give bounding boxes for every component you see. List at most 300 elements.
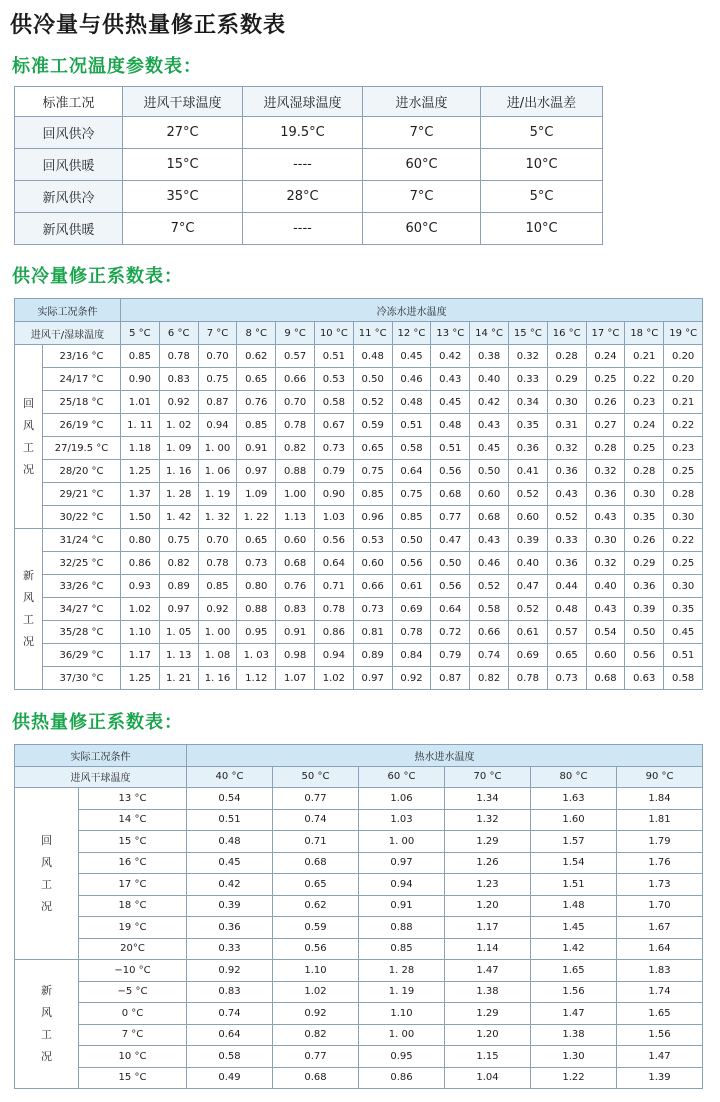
std-cell: 27°C <box>123 117 243 149</box>
factor-cell: 0.43 <box>431 368 470 391</box>
factor-cell: 0.60 <box>586 644 625 667</box>
water-temp-band-label: 冷冻水进水温度 <box>121 299 703 322</box>
factor-cell: 0.85 <box>237 414 276 437</box>
factor-cell: 0.25 <box>664 552 703 575</box>
factor-cell: 0.78 <box>508 667 547 690</box>
factor-cell: 0.68 <box>273 852 359 874</box>
factor-cell: 0.49 <box>187 1067 273 1089</box>
factor-cell: 0.42 <box>431 345 470 368</box>
std-cell: 60°C <box>363 149 481 181</box>
factor-cell: 0.59 <box>353 414 392 437</box>
factor-cell: 1.37 <box>121 483 160 506</box>
cooling-correction-table <box>14 298 703 690</box>
factor-cell: 0.80 <box>237 575 276 598</box>
factor-cell: 1. 09 <box>159 437 198 460</box>
factor-cell: 0.42 <box>187 874 273 896</box>
factor-cell: 0.74 <box>470 644 509 667</box>
factor-cell: 0.89 <box>353 644 392 667</box>
factor-cell: 0.90 <box>314 483 353 506</box>
factor-cell: 1.57 <box>531 831 617 853</box>
factor-cell: 0.92 <box>392 667 431 690</box>
factor-cell: 0.85 <box>121 345 160 368</box>
factor-cell: 0.50 <box>353 368 392 391</box>
conditions-label: 实际工况条件 <box>15 299 121 322</box>
factor-cell: 0.86 <box>121 552 160 575</box>
factor-cell: 0.68 <box>273 1067 359 1089</box>
factor-cell: 0.92 <box>273 1003 359 1025</box>
factor-cell: 0.72 <box>431 621 470 644</box>
factor-cell: 0.36 <box>508 437 547 460</box>
factor-cell: 0.91 <box>237 437 276 460</box>
factor-cell: 0.70 <box>198 345 237 368</box>
conditions-label: 实际工况条件 <box>15 745 187 767</box>
factor-cell: 0.93 <box>121 575 160 598</box>
factor-cell: 0.94 <box>359 874 445 896</box>
water-temp-column-header: 14 °C <box>470 322 509 345</box>
factor-cell: 1. 00 <box>359 831 445 853</box>
table-row <box>15 960 703 982</box>
factor-cell: 0.36 <box>187 917 273 939</box>
factor-cell: 0.59 <box>273 917 359 939</box>
std-row-label: 新风供冷 <box>15 181 123 213</box>
std-cell: 10°C <box>481 149 603 181</box>
water-temp-column-header: 16 °C <box>547 322 586 345</box>
condition-cell: 26/19 °C <box>43 414 121 437</box>
factor-cell: 0.43 <box>470 414 509 437</box>
std-row-label: 回风供冷 <box>15 117 123 149</box>
factor-cell: 1.00 <box>276 483 315 506</box>
factor-cell: 0.76 <box>237 391 276 414</box>
factor-cell: 0.52 <box>508 598 547 621</box>
factor-cell: 0.28 <box>586 437 625 460</box>
factor-cell: 0.47 <box>431 529 470 552</box>
factor-cell: 1. 28 <box>159 483 198 506</box>
factor-cell: 0.36 <box>547 460 586 483</box>
group-label: 新 风 工 况 <box>15 529 43 690</box>
factor-cell: 0.43 <box>547 483 586 506</box>
condition-cell: −10 °C <box>79 960 187 982</box>
condition-cell: 31/24 °C <box>43 529 121 552</box>
factor-cell: 1.74 <box>617 981 703 1003</box>
heating-band-row <box>15 745 703 767</box>
water-temp-column-header: 19 °C <box>664 322 703 345</box>
factor-cell: 1.45 <box>531 917 617 939</box>
heating-column-header-row <box>15 766 703 788</box>
factor-cell: 0.77 <box>273 788 359 810</box>
condition-cell: 14 °C <box>79 809 187 831</box>
factor-cell: 0.64 <box>187 1024 273 1046</box>
factor-cell: 0.73 <box>314 437 353 460</box>
cooling-band-row <box>15 299 703 322</box>
factor-cell: 1.30 <box>531 1046 617 1068</box>
factor-cell: 0.82 <box>276 437 315 460</box>
factor-cell: 0.30 <box>625 483 664 506</box>
water-temp-column-header: 11 °C <box>353 322 392 345</box>
std-header-row <box>15 87 603 117</box>
factor-cell: 1.14 <box>445 938 531 960</box>
table-row <box>15 391 703 414</box>
factor-cell: 0.80 <box>121 529 160 552</box>
condition-cell: 18 °C <box>79 895 187 917</box>
table-row <box>15 483 703 506</box>
factor-cell: 0.40 <box>470 368 509 391</box>
factor-cell: 1.13 <box>276 506 315 529</box>
condition-cell: 24/17 °C <box>43 368 121 391</box>
water-temp-column-header: 18 °C <box>625 322 664 345</box>
table-row <box>15 874 703 896</box>
water-temp-column-header: 80 °C <box>531 766 617 788</box>
table-row <box>15 831 703 853</box>
factor-cell: 1.79 <box>617 831 703 853</box>
factor-cell: 1.23 <box>445 874 531 896</box>
factor-cell: 0.73 <box>547 667 586 690</box>
factor-cell: 0.74 <box>187 1003 273 1025</box>
condition-cell: 28/20 °C <box>43 460 121 483</box>
factor-cell: 1. 00 <box>198 621 237 644</box>
factor-cell: 1.32 <box>445 809 531 831</box>
factor-cell: 0.62 <box>273 895 359 917</box>
factor-cell: 0.66 <box>276 368 315 391</box>
condition-cell: 20°C <box>79 938 187 960</box>
factor-cell: 0.65 <box>353 437 392 460</box>
heating-table-heading: 供热量修正系数表： <box>12 712 183 733</box>
factor-cell: 0.48 <box>392 391 431 414</box>
factor-cell: 1.65 <box>617 1003 703 1025</box>
factor-cell: 0.39 <box>508 529 547 552</box>
factor-cell: 0.88 <box>359 917 445 939</box>
factor-cell: 0.32 <box>547 437 586 460</box>
factor-cell: 0.58 <box>187 1046 273 1068</box>
water-temp-column-header: 17 °C <box>586 322 625 345</box>
factor-cell: 1.10 <box>359 1003 445 1025</box>
factor-cell: 1.54 <box>531 852 617 874</box>
water-temp-column-header: 60 °C <box>359 766 445 788</box>
factor-cell: 0.91 <box>359 895 445 917</box>
factor-cell: 0.46 <box>392 368 431 391</box>
factor-cell: 0.35 <box>625 506 664 529</box>
factor-cell: 0.91 <box>276 621 315 644</box>
factor-cell: 1.48 <box>531 895 617 917</box>
factor-cell: 1.15 <box>445 1046 531 1068</box>
condition-cell: 34/27 °C <box>43 598 121 621</box>
factor-cell: 0.67 <box>314 414 353 437</box>
page-title: 供冷量与供热量修正系数表 <box>10 13 287 38</box>
factor-cell: 0.43 <box>470 529 509 552</box>
factor-cell: 0.22 <box>664 414 703 437</box>
factor-cell: 0.78 <box>314 598 353 621</box>
factor-cell: 1.12 <box>237 667 276 690</box>
factor-cell: 0.32 <box>508 345 547 368</box>
factor-cell: 1. 21 <box>159 667 198 690</box>
factor-cell: 0.77 <box>273 1046 359 1068</box>
factor-cell: 0.38 <box>470 345 509 368</box>
std-cell: 35°C <box>123 181 243 213</box>
group-label: 回 风 工 况 <box>15 788 79 960</box>
factor-cell: 0.69 <box>392 598 431 621</box>
table-row <box>15 1067 703 1089</box>
factor-cell: 0.36 <box>547 552 586 575</box>
factor-cell: 1. 03 <box>237 644 276 667</box>
cooling-column-header-row <box>15 322 703 345</box>
factor-cell: 1.56 <box>531 981 617 1003</box>
table-row <box>15 788 703 810</box>
factor-cell: 0.84 <box>392 644 431 667</box>
table-row <box>15 852 703 874</box>
factor-cell: 0.75 <box>159 529 198 552</box>
factor-cell: 0.48 <box>187 831 273 853</box>
factor-cell: 0.97 <box>359 852 445 874</box>
table-row <box>15 552 703 575</box>
group-label: 新 风 工 况 <box>15 960 79 1089</box>
factor-cell: 0.66 <box>353 575 392 598</box>
factor-cell: 0.25 <box>586 368 625 391</box>
factor-cell: 0.60 <box>276 529 315 552</box>
factor-cell: 1. 28 <box>359 960 445 982</box>
factor-cell: 0.60 <box>353 552 392 575</box>
factor-cell: 0.33 <box>508 368 547 391</box>
factor-cell: 1.07 <box>276 667 315 690</box>
factor-cell: 0.78 <box>392 621 431 644</box>
factor-cell: 1. 00 <box>359 1024 445 1046</box>
factor-cell: 1.47 <box>617 1046 703 1068</box>
factor-cell: 1.10 <box>121 621 160 644</box>
std-column-header: 标准工况 <box>15 87 123 117</box>
factor-cell: 0.68 <box>470 506 509 529</box>
factor-cell: 0.44 <box>547 575 586 598</box>
condition-cell: 36/29 °C <box>43 644 121 667</box>
factor-cell: 1.10 <box>273 960 359 982</box>
factor-cell: 0.41 <box>508 460 547 483</box>
group-label: 回 风 工 况 <box>15 345 43 529</box>
table-row <box>15 981 703 1003</box>
table-row <box>15 345 703 368</box>
std-column-header: 进风湿球温度 <box>243 87 363 117</box>
factor-cell: 0.54 <box>187 788 273 810</box>
factor-cell: 0.30 <box>547 391 586 414</box>
factor-cell: 0.97 <box>353 667 392 690</box>
factor-cell: 0.52 <box>353 391 392 414</box>
factor-cell: 0.68 <box>586 667 625 690</box>
factor-cell: 0.85 <box>359 938 445 960</box>
factor-cell: 0.22 <box>625 368 664 391</box>
factor-cell: 0.20 <box>664 345 703 368</box>
factor-cell: 0.77 <box>431 506 470 529</box>
factor-cell: 0.68 <box>431 483 470 506</box>
factor-cell: 1.01 <box>121 391 160 414</box>
factor-cell: 0.75 <box>353 460 392 483</box>
std-cell: 19.5°C <box>243 117 363 149</box>
factor-cell: 0.73 <box>353 598 392 621</box>
factor-cell: 1.20 <box>445 895 531 917</box>
factor-cell: 0.22 <box>664 529 703 552</box>
factor-cell: 0.28 <box>547 345 586 368</box>
factor-cell: 1. 19 <box>359 981 445 1003</box>
condition-cell: 19 °C <box>79 917 187 939</box>
factor-cell: 0.43 <box>586 598 625 621</box>
factor-cell: 1.20 <box>445 1024 531 1046</box>
factor-cell: 0.58 <box>470 598 509 621</box>
condition-cell: 15 °C <box>79 831 187 853</box>
factor-cell: 1. 22 <box>237 506 276 529</box>
factor-cell: 1.73 <box>617 874 703 896</box>
standard-conditions-table <box>14 86 603 245</box>
std-row <box>15 117 603 149</box>
table-row <box>15 1024 703 1046</box>
factor-cell: 1.39 <box>617 1067 703 1089</box>
table-row <box>15 667 703 690</box>
factor-cell: 0.24 <box>586 345 625 368</box>
factor-cell: 1. 00 <box>198 437 237 460</box>
factor-cell: 0.92 <box>198 598 237 621</box>
factor-cell: 1.22 <box>531 1067 617 1089</box>
factor-cell: 0.32 <box>586 552 625 575</box>
factor-cell: 0.45 <box>431 391 470 414</box>
water-temp-column-header: 7 °C <box>198 322 237 345</box>
factor-cell: 1.50 <box>121 506 160 529</box>
factor-cell: 1.42 <box>531 938 617 960</box>
factor-cell: 0.83 <box>187 981 273 1003</box>
factor-cell: 1.76 <box>617 852 703 874</box>
factor-cell: 0.71 <box>273 831 359 853</box>
factor-cell: 0.57 <box>276 345 315 368</box>
factor-cell: 1.60 <box>531 809 617 831</box>
factor-cell: 0.35 <box>508 414 547 437</box>
factor-cell: 0.85 <box>392 506 431 529</box>
factor-cell: 0.96 <box>353 506 392 529</box>
factor-cell: 1. 06 <box>198 460 237 483</box>
factor-cell: 0.82 <box>273 1024 359 1046</box>
std-row <box>15 149 603 181</box>
factor-cell: 0.65 <box>547 644 586 667</box>
water-temp-column-header: 6 °C <box>159 322 198 345</box>
factor-cell: 0.81 <box>353 621 392 644</box>
condition-cell: 10 °C <box>79 1046 187 1068</box>
factor-cell: 1.29 <box>445 831 531 853</box>
factor-cell: 1.25 <box>121 667 160 690</box>
factor-cell: 0.86 <box>314 621 353 644</box>
factor-cell: 0.42 <box>470 391 509 414</box>
factor-cell: 0.29 <box>547 368 586 391</box>
water-temp-column-header: 8 °C <box>237 322 276 345</box>
factor-cell: 0.56 <box>625 644 664 667</box>
factor-cell: 1.65 <box>531 960 617 982</box>
factor-cell: 0.35 <box>664 598 703 621</box>
factor-cell: 1.26 <box>445 852 531 874</box>
factor-cell: 0.39 <box>187 895 273 917</box>
table-row <box>15 575 703 598</box>
factor-cell: 0.52 <box>547 506 586 529</box>
factor-cell: 0.71 <box>314 575 353 598</box>
std-cell: 7°C <box>123 213 243 245</box>
std-cell: 10°C <box>481 213 603 245</box>
factor-cell: 0.85 <box>353 483 392 506</box>
condition-cell: 15 °C <box>79 1067 187 1089</box>
factor-cell: 0.78 <box>276 414 315 437</box>
factor-cell: 1. 11 <box>121 414 160 437</box>
condition-cell: 25/18 °C <box>43 391 121 414</box>
water-temp-column-header: 70 °C <box>445 766 531 788</box>
std-cell: ---- <box>243 149 363 181</box>
factor-cell: 0.36 <box>625 575 664 598</box>
factor-cell: 0.78 <box>198 552 237 575</box>
factor-cell: 1.29 <box>445 1003 531 1025</box>
factor-cell: 0.40 <box>586 575 625 598</box>
water-temp-column-header: 40 °C <box>187 766 273 788</box>
condition-cell: 35/28 °C <box>43 621 121 644</box>
factor-cell: 0.90 <box>121 368 160 391</box>
factor-cell: 0.51 <box>314 345 353 368</box>
factor-cell: 0.60 <box>470 483 509 506</box>
factor-cell: 0.98 <box>276 644 315 667</box>
std-column-header: 进风干球温度 <box>123 87 243 117</box>
factor-cell: 0.63 <box>625 667 664 690</box>
water-temp-column-header: 12 °C <box>392 322 431 345</box>
factor-cell: 0.65 <box>237 368 276 391</box>
factor-cell: 0.51 <box>664 644 703 667</box>
factor-cell: 1.51 <box>531 874 617 896</box>
table-row <box>15 506 703 529</box>
factor-cell: 0.92 <box>159 391 198 414</box>
water-temp-column-header: 13 °C <box>431 322 470 345</box>
factor-cell: 0.94 <box>314 644 353 667</box>
factor-cell: 0.85 <box>198 575 237 598</box>
condition-cell: 30/22 °C <box>43 506 121 529</box>
factor-cell: 1. 19 <box>198 483 237 506</box>
factor-cell: 0.47 <box>508 575 547 598</box>
factor-cell: 0.68 <box>276 552 315 575</box>
factor-cell: 0.50 <box>392 529 431 552</box>
factor-cell: 0.78 <box>159 345 198 368</box>
table-row <box>15 644 703 667</box>
condition-cell: 37/30 °C <box>43 667 121 690</box>
table-row <box>15 460 703 483</box>
factor-cell: 0.64 <box>392 460 431 483</box>
std-column-header: 进/出水温差 <box>481 87 603 117</box>
water-temp-column-header: 9 °C <box>276 322 315 345</box>
factor-cell: 0.30 <box>664 506 703 529</box>
factor-cell: 1. 05 <box>159 621 198 644</box>
factor-cell: 0.48 <box>353 345 392 368</box>
table-row <box>15 809 703 831</box>
factor-cell: 0.73 <box>237 552 276 575</box>
std-cell: 15°C <box>123 149 243 181</box>
factor-cell: 0.23 <box>625 391 664 414</box>
condition-cell: 29/21 °C <box>43 483 121 506</box>
condition-cell: 27/19.5 °C <box>43 437 121 460</box>
factor-cell: 0.43 <box>586 506 625 529</box>
std-cell: ---- <box>243 213 363 245</box>
factor-cell: 0.30 <box>664 575 703 598</box>
factor-cell: 1.17 <box>121 644 160 667</box>
factor-cell: 0.45 <box>664 621 703 644</box>
factor-cell: 0.30 <box>586 529 625 552</box>
factor-cell: 0.51 <box>431 437 470 460</box>
factor-cell: 0.25 <box>664 460 703 483</box>
air-temp-header: 进风干球温度 <box>15 766 187 788</box>
factor-cell: 0.82 <box>159 552 198 575</box>
table-row <box>15 1046 703 1068</box>
factor-cell: 0.56 <box>314 529 353 552</box>
factor-cell: 0.53 <box>314 368 353 391</box>
factor-cell: 1.38 <box>445 981 531 1003</box>
factor-cell: 1. 02 <box>159 414 198 437</box>
factor-cell: 0.33 <box>547 529 586 552</box>
factor-cell: 0.28 <box>625 460 664 483</box>
factor-cell: 0.29 <box>625 552 664 575</box>
factor-cell: 0.46 <box>470 552 509 575</box>
table-row <box>15 598 703 621</box>
factor-cell: 0.40 <box>508 552 547 575</box>
